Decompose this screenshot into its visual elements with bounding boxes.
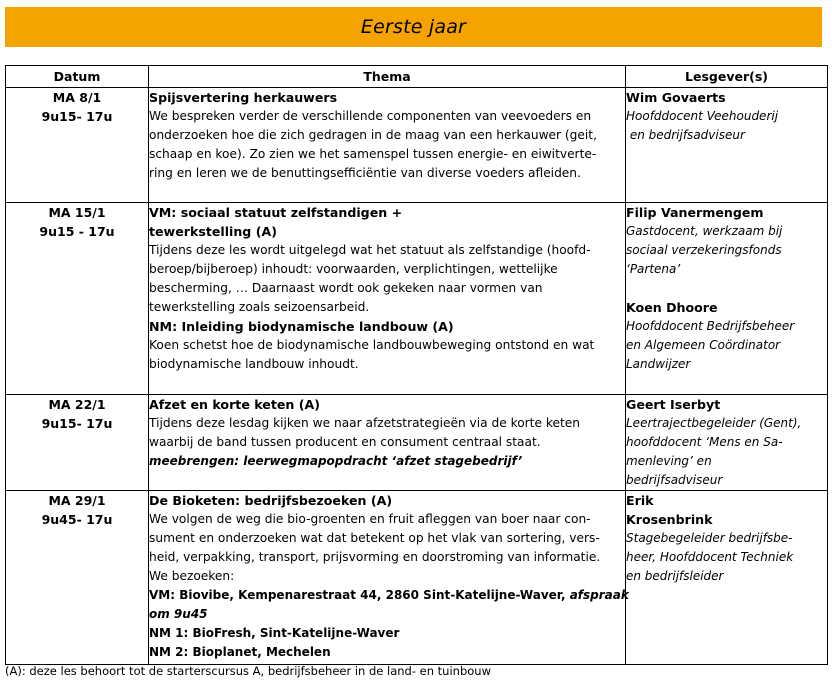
section-banner	[5, 7, 822, 47]
theme-description: sument en onderzoeken wat dat betekent op het vlak van sortering, vers-	[149, 531, 600, 545]
teacher-cell	[626, 203, 828, 395]
date-cell	[6, 395, 149, 491]
teacher-role: heer, Hoofddocent Techniek	[626, 550, 794, 564]
theme-title: NM: Inleiding biodynamische landbouw (A)	[149, 319, 454, 334]
session-time: 9u15 - 17u	[39, 224, 115, 239]
theme-cell	[149, 395, 626, 491]
teacher-name: Filip Vanermengem	[626, 205, 764, 220]
theme-description: ring en leren we de benuttingsefficiëntie van diverse voeders afleiden.	[149, 166, 581, 180]
theme-description: beroep/bijberoep) inhoudt: voorwaarden, verplichtingen, wettelijke	[149, 262, 558, 276]
teacher-role: menleving’ en	[626, 454, 712, 468]
theme-description: onderzoeken hoe die zich gedragen in de maag van een herkauwer (geit,	[149, 128, 597, 142]
session-time: 9u15- 17u	[41, 109, 113, 124]
teacher-name: Koen Dhoore	[626, 300, 718, 315]
table-row	[6, 395, 828, 491]
teacher-name: Krosenbrink	[626, 512, 713, 527]
teacher-role: en bedrijfsleider	[626, 569, 724, 583]
session-date: MA 29/1	[48, 493, 106, 508]
footnote: (A): deze les behoort tot de starterscursus A, bedrijfsbeheer in de land- en tuinbouw	[5, 664, 491, 678]
visit-vm-line	[149, 586, 629, 605]
date-cell	[6, 203, 149, 395]
teacher-cell	[626, 491, 828, 665]
date-cell	[6, 491, 149, 665]
theme-title: Afzet en korte keten (A)	[149, 397, 320, 412]
teacher-role: ‘Partena’	[626, 262, 681, 276]
visit-vm-note: om 9u45	[149, 607, 208, 621]
page-title: Eerste jaar	[360, 16, 467, 38]
teacher-name: Geert Iserbyt	[626, 397, 721, 412]
column-header-date: Datum	[6, 66, 149, 88]
theme-description: We volgen de weg die bio-groenten en fruit afleggen van boer naar con-	[149, 512, 591, 526]
column-header-theme: Thema	[149, 66, 626, 88]
column-header-teacher: Lesgever(s)	[626, 66, 828, 88]
teacher-role: Leertrajectbegeleider (Gent),	[626, 416, 802, 430]
teacher-cell	[626, 395, 828, 491]
teacher-role: Gastdocent, werkzaam bij	[626, 224, 783, 238]
theme-title: VM: sociaal statuut zelfstandigen +	[149, 205, 403, 220]
theme-cell	[149, 88, 626, 203]
teacher-role: en Algemeen Coördinator	[626, 338, 781, 352]
theme-description: Koen schetst hoe de biodynamische landbouwbeweging ontstond en wat	[149, 338, 595, 352]
theme-description: schaap en koe). Zo zien we het samenspel tussen energie- en eiwitverte-	[149, 147, 597, 161]
table-header-row	[6, 66, 828, 88]
table-row	[6, 491, 828, 665]
theme-description: biodynamische landbouw inhoudt.	[149, 357, 359, 371]
visit-vm-note: afspraak	[565, 588, 629, 602]
teacher-name: Wim Govaerts	[626, 90, 726, 105]
teacher-role: Stagebegeleider bedrijfsbe-	[626, 531, 793, 545]
theme-description: Tijdens deze lesdag kijken we naar afzetstrategieën via de korte keten	[149, 416, 580, 430]
theme-description: heid, verpakking, transport, prijsvorming en doorstroming van informatie.	[149, 550, 601, 564]
visit-vm: VM: Biovibe, Kempenarestraat 44, 2860 Sint-Katelijne-Waver,	[149, 588, 566, 602]
teacher-role: Hoofddocent Bedrijfsbeheer	[626, 319, 795, 333]
table-row	[6, 203, 828, 395]
theme-description: bescherming, … Daarnaast wordt ook gekeken naar vormen van	[149, 281, 543, 295]
date-cell	[6, 88, 149, 203]
theme-title: tewerkstelling (A)	[149, 224, 277, 239]
session-time: 9u45- 17u	[41, 512, 113, 527]
schedule-table	[5, 65, 828, 665]
teacher-role: bedrijfsadviseur	[626, 473, 723, 487]
theme-title: Spijsvertering herkauwers	[149, 90, 338, 105]
theme-description: We bespreken verder de verschillende componenten van veevoeders en	[149, 109, 592, 123]
teacher-role: hoofddocent ‘Mens en Sa-	[626, 435, 783, 449]
teacher-role: Hoofddocent Veehouderij	[626, 109, 779, 123]
teacher-role: sociaal verzekeringsfonds	[626, 243, 782, 257]
table-row	[6, 88, 828, 203]
session-date: MA 22/1	[48, 397, 106, 412]
session-time: 9u15- 17u	[41, 416, 113, 431]
session-date: MA 15/1	[48, 205, 106, 220]
teacher-cell	[626, 88, 828, 203]
session-date: MA 8/1	[52, 90, 102, 105]
theme-description: Tijdens deze les wordt uitgelegd wat het statuut als zelfstandige (hoofd-	[149, 243, 591, 257]
theme-cell	[149, 491, 629, 665]
theme-description: waarbij de band tussen producent en consument centraal staat.	[149, 435, 541, 449]
theme-description: We bezoeken:	[149, 569, 235, 583]
teacher-role: en bedrijfsadviseur	[626, 128, 745, 142]
theme-title: De Bioketen: bedrijfsbezoeken (A)	[149, 493, 393, 508]
teacher-name: Erik	[626, 493, 654, 508]
theme-note: meebrengen: leerwegmapopdracht ‘afzet stagebedrijf’	[149, 454, 523, 468]
spacer	[626, 279, 827, 298]
theme-cell	[149, 203, 626, 395]
theme-description: tewerkstelling zoals seizoensarbeid.	[149, 300, 370, 314]
teacher-role: Landwijzer	[626, 357, 691, 371]
visit-nm1: NM 1: BioFresh, Sint-Katelijne-Waver	[149, 626, 400, 640]
visit-nm2: NM 2: Bioplanet, Mechelen	[149, 645, 331, 659]
